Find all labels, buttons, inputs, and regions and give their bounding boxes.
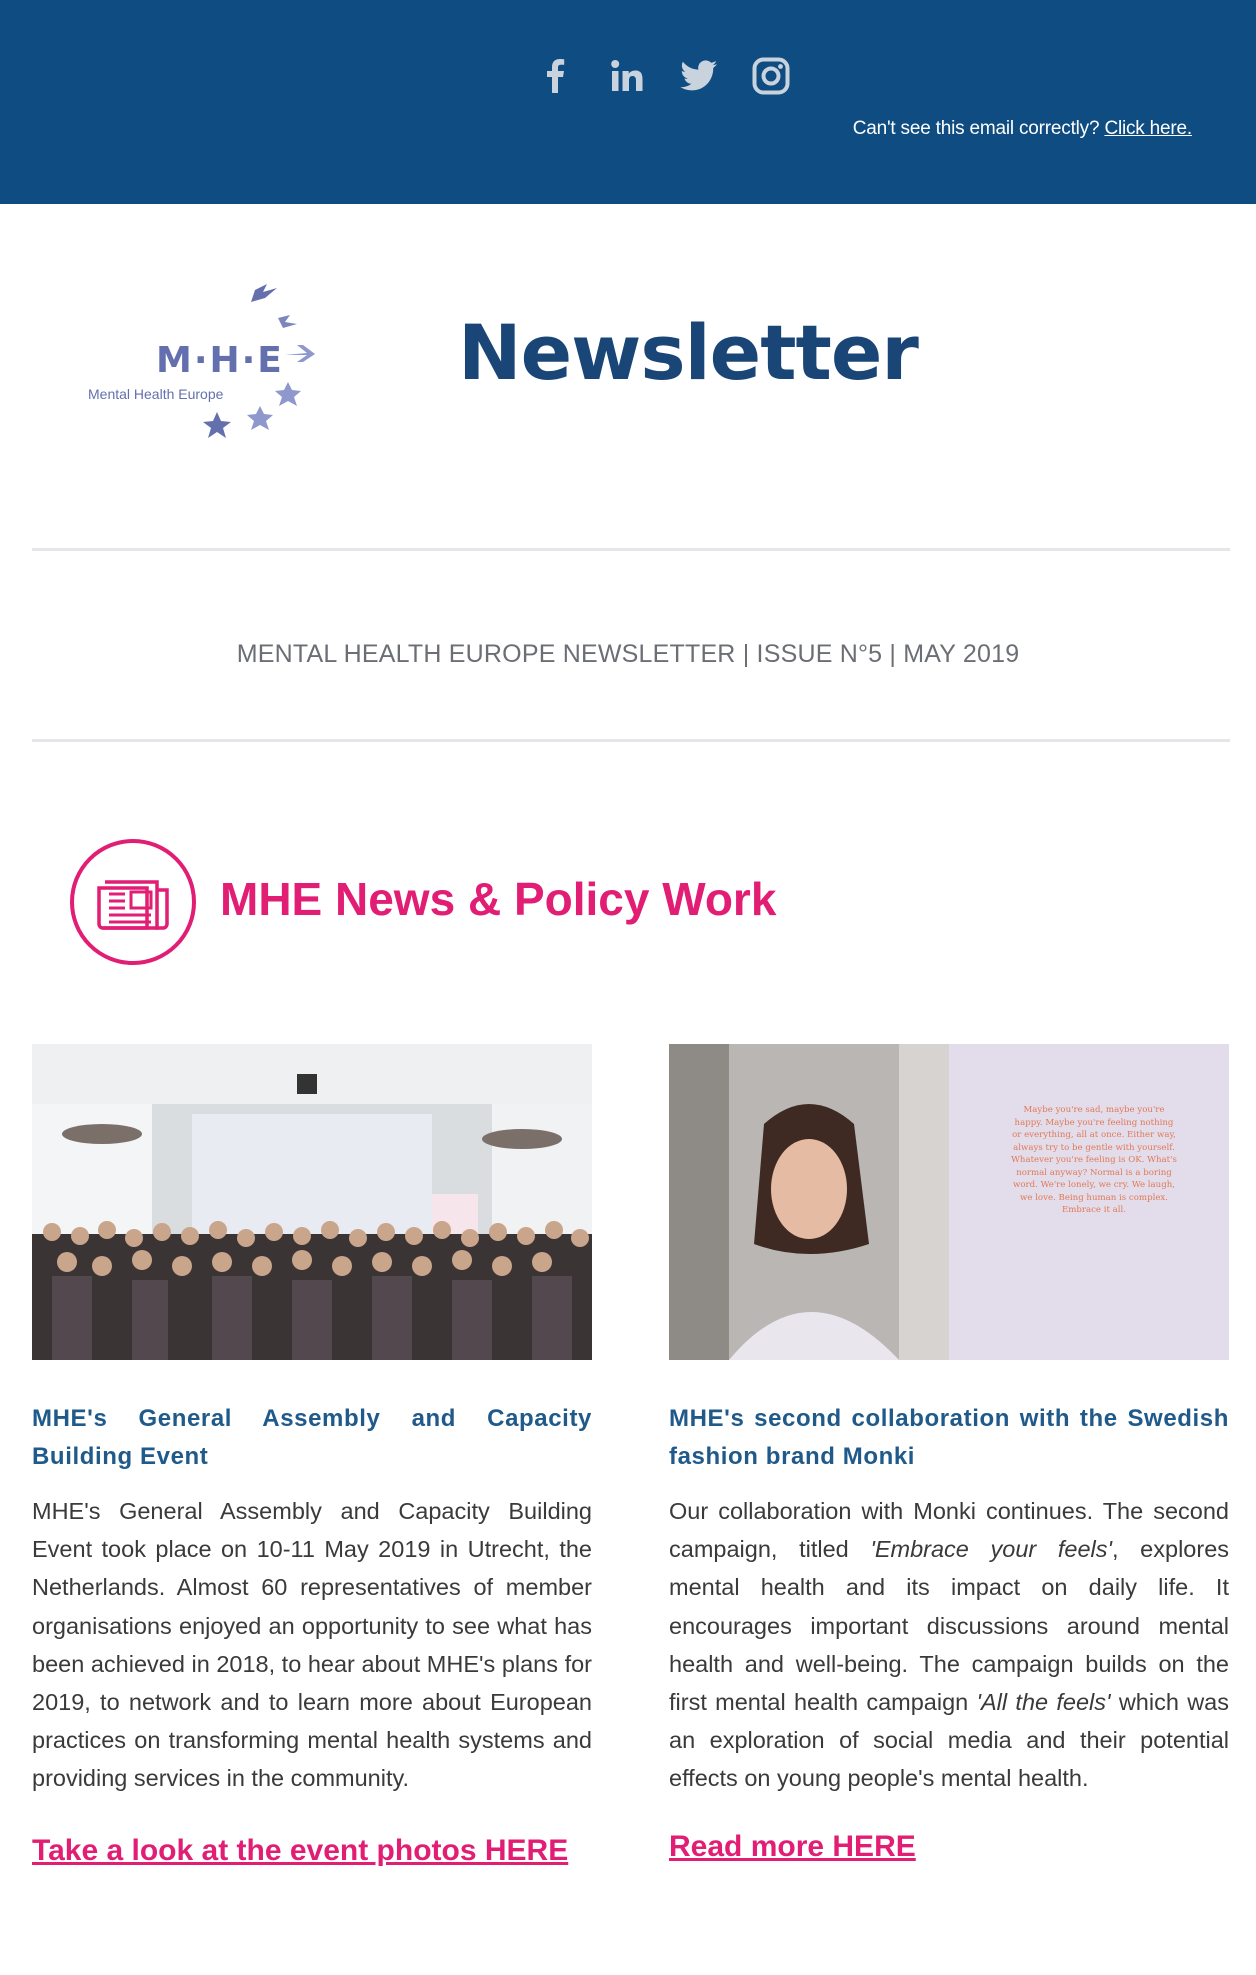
article-general-assembly bbox=[32, 1044, 592, 1872]
article-heading: MHE's General Assembly and Capacity Building Event bbox=[32, 1405, 592, 1470]
event-photos-link[interactable]: Take a look at the event photos HERE bbox=[32, 1833, 569, 1867]
logo-name: Mental Health Europe bbox=[88, 386, 224, 402]
mhe-logo[interactable] bbox=[80, 270, 330, 450]
social-links bbox=[533, 52, 793, 100]
section-title: MHE News & Policy Work bbox=[220, 873, 777, 925]
article-heading: MHE's second collaboration with the Swedish fashion brand Monki bbox=[669, 1405, 1229, 1470]
issue-line: MENTAL HEALTH EUROPE NEWSLETTER | ISSUE N°5 | MAY 2019 bbox=[236, 640, 1020, 668]
newsletter-title: Newsletter bbox=[458, 308, 918, 397]
campaign-title-all-the-feels: 'All the feels' bbox=[976, 1689, 1111, 1716]
view-prompt: Can't see this email correctly? bbox=[852, 118, 1100, 139]
event-group-photo[interactable] bbox=[32, 1044, 592, 1360]
article-body: Our collaboration with Monki continues. The second campaign, titled 'Embrace your feels', explores mental health and its impact on daily life. It encourages important discussions around mental health and well-being. The campaign builds on the first mental health campaign 'All the feels' which was an exploration of social media and their potential effects on young people's mental health. bbox=[669, 1498, 1230, 1792]
monki-campaign-image[interactable] bbox=[669, 1044, 1229, 1360]
divider bbox=[32, 739, 1230, 742]
divider bbox=[32, 548, 1230, 551]
article-body: MHE's General Assembly and Capacity Building Event took place on 10-11 May 2019 in Utrecht, the Netherlands. Almost 60 representatives of member organisations enjoyed an opportunity to see what has been achieved in 2018, to hear about MHE's plans for 2019, to network and to learn more about European practices on transforming mental health systems and providing services in the community. bbox=[32, 1498, 592, 1792]
twitter-icon[interactable] bbox=[677, 54, 721, 98]
newspaper-icon bbox=[69, 838, 197, 966]
poster-text: Maybe you're sad, maybe you're happy. Maybe you're feeling nothing or everything, all at once. Either way, always try to be gentle with yourself. Whatever you're feeling is OK. What's normal anyway? Normal is a boring word. We're lonely, we cry. We laugh, we love. Being human is complex. Embrace it all. bbox=[1011, 1105, 1177, 1215]
read-more-link[interactable]: Read more HERE bbox=[669, 1829, 916, 1863]
linkedin-icon[interactable] bbox=[605, 54, 649, 98]
instagram-icon[interactable] bbox=[749, 54, 793, 98]
article-monki-collaboration bbox=[669, 1044, 1229, 1868]
email-header-bar bbox=[0, 0, 1256, 204]
facebook-icon[interactable] bbox=[533, 54, 577, 98]
campaign-title-embrace: 'Embrace your feels' bbox=[870, 1536, 1113, 1563]
view-in-browser-line bbox=[853, 118, 1192, 140]
view-in-browser-link[interactable]: Click here. bbox=[1104, 118, 1192, 139]
logo-abbrev: M·H·E bbox=[156, 340, 284, 381]
